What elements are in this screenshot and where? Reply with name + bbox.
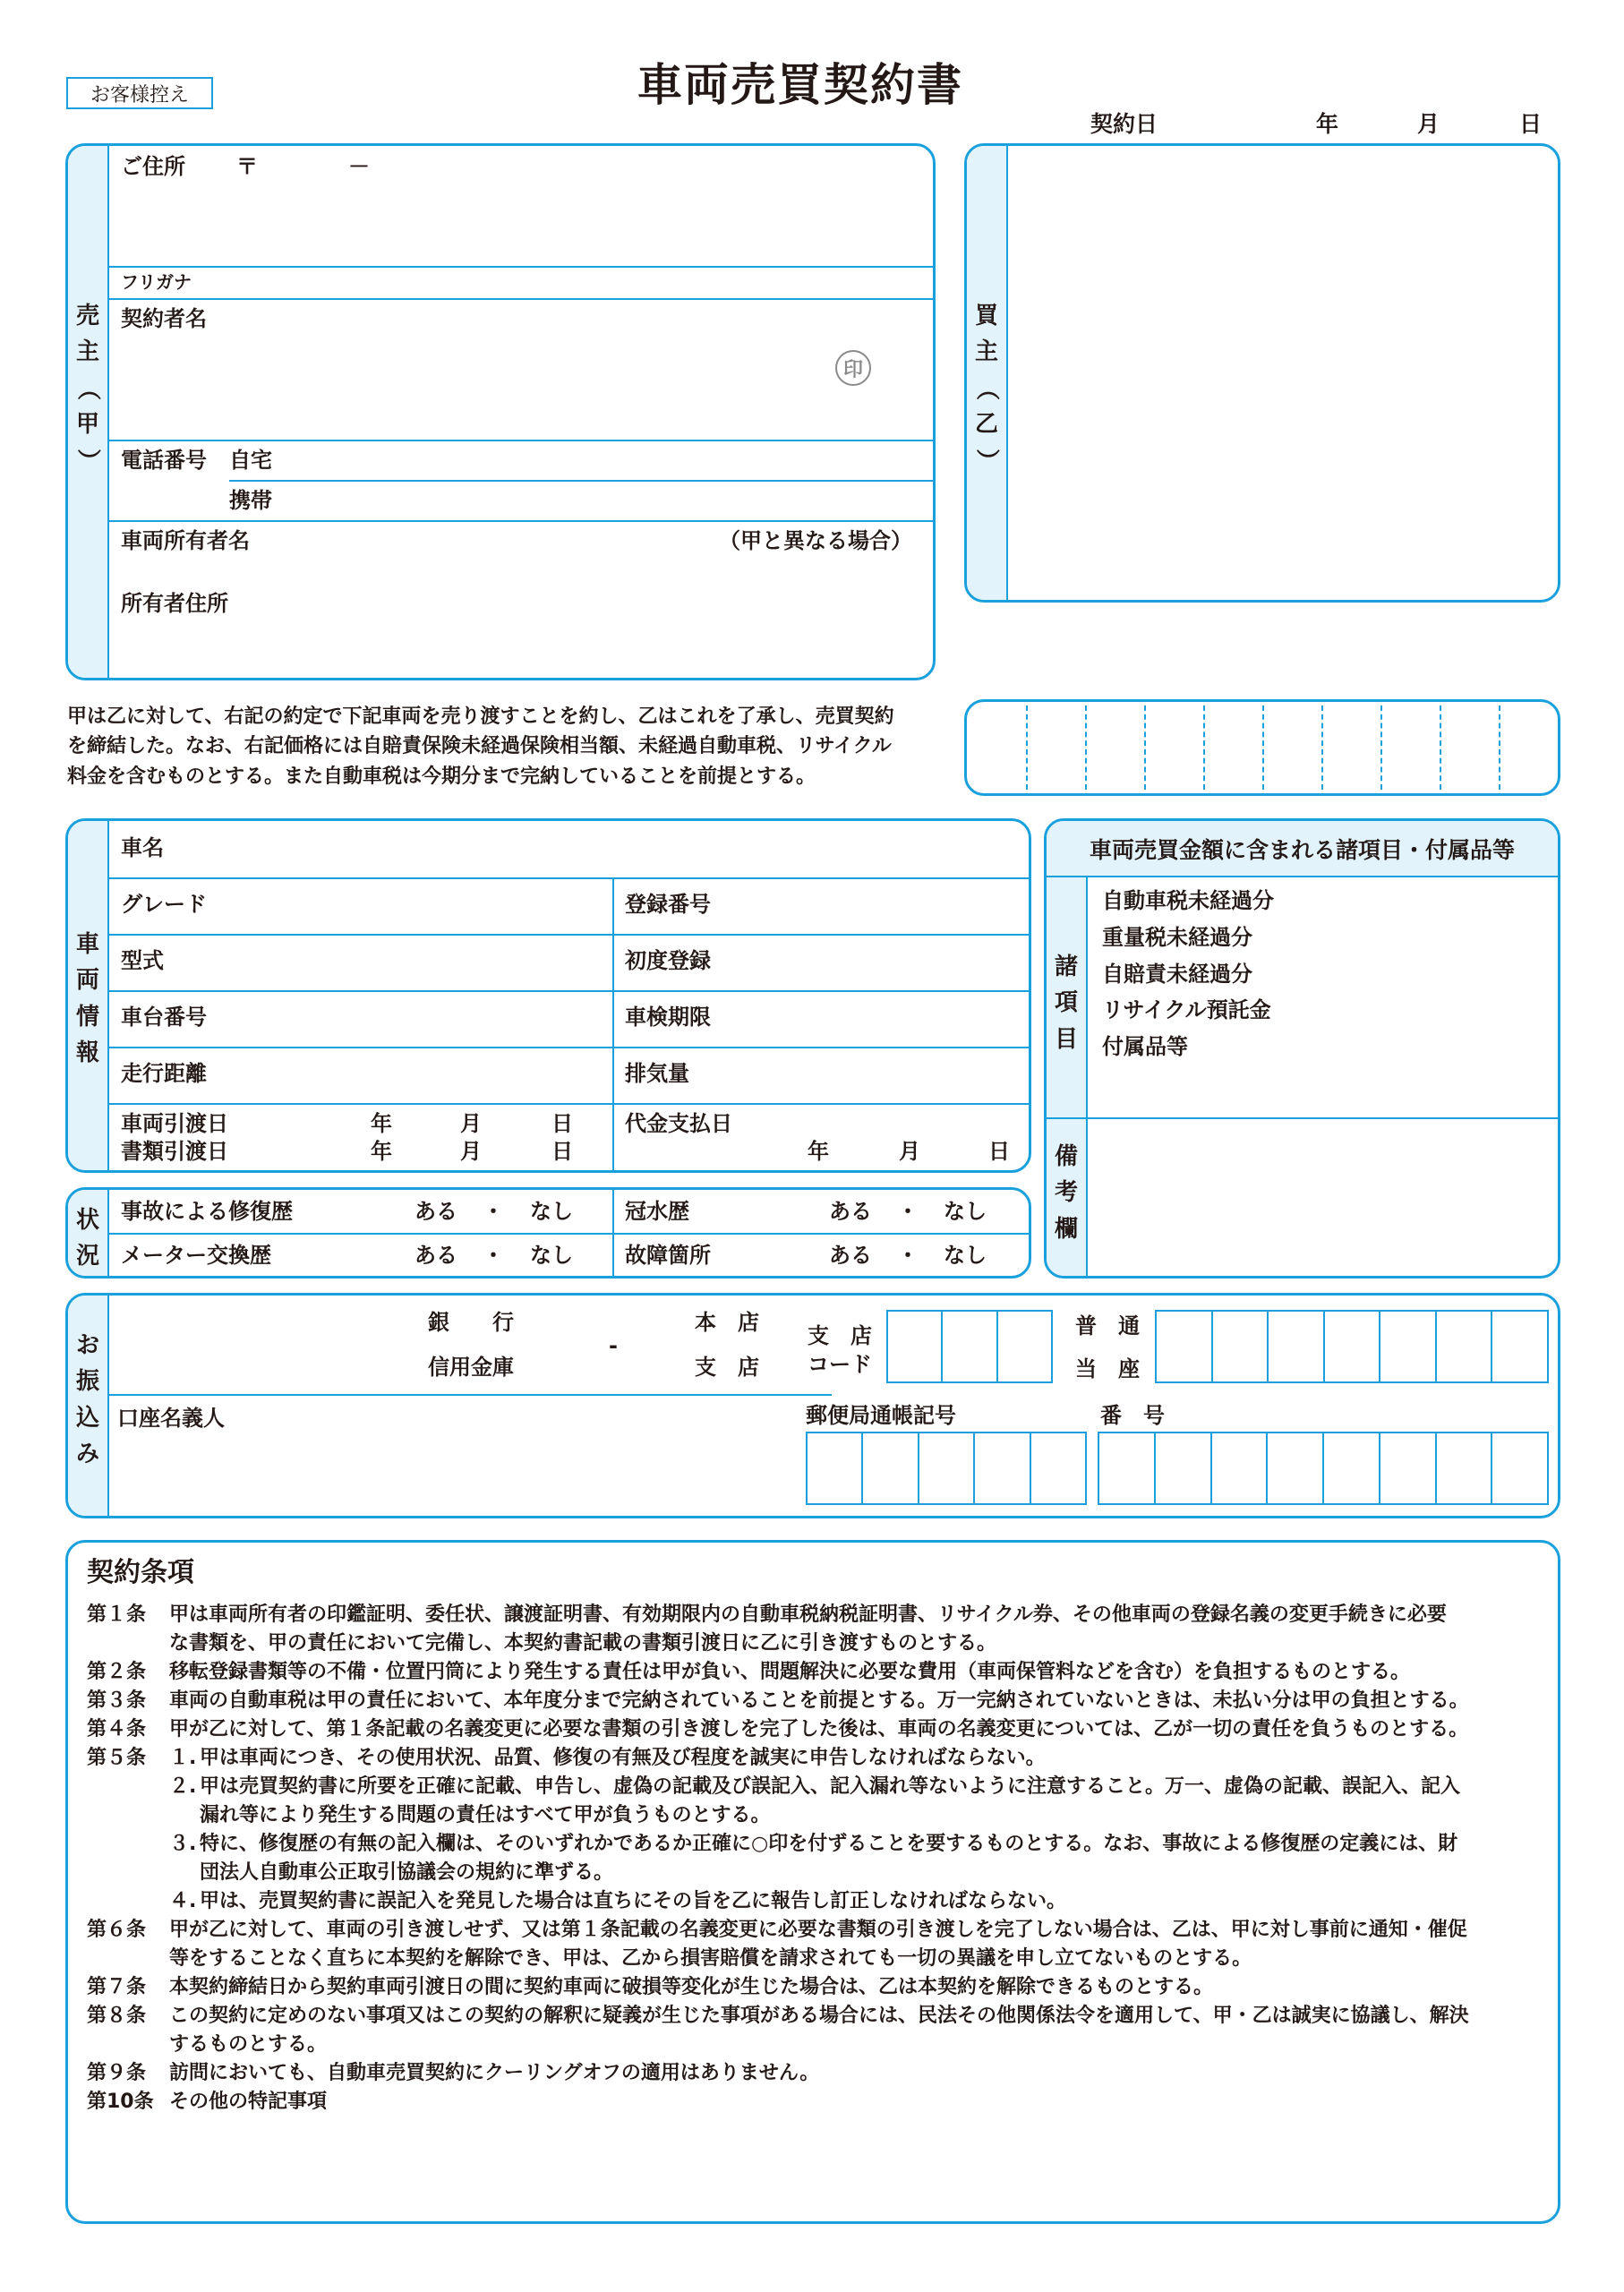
payment-month: 月 bbox=[899, 1139, 920, 1164]
transfer-side-label: お 振 込 み bbox=[75, 1332, 99, 1467]
remarks-field[interactable] bbox=[1090, 1119, 1558, 1276]
mobile-phone-label: 携帯 bbox=[229, 488, 272, 513]
buyer-side-label: 買 主 （ 乙 ） bbox=[973, 303, 1001, 473]
payment-day: 日 bbox=[988, 1139, 1010, 1164]
postal-passbook-label: 郵便局通帳記号 bbox=[806, 1403, 956, 1428]
meter-dot: ・ bbox=[483, 1243, 504, 1268]
document-title: 車両売買契約書 bbox=[637, 59, 963, 111]
postal-number-label: 番 号 bbox=[1100, 1403, 1165, 1428]
registration-no-label: 登録番号 bbox=[625, 892, 711, 917]
item-liability: 自賠責未経過分 bbox=[1102, 962, 1252, 987]
document-year: 年 bbox=[371, 1139, 392, 1164]
flood-no[interactable]: なし bbox=[944, 1199, 987, 1224]
copy-label-box bbox=[66, 77, 213, 109]
postal-number-boxes[interactable] bbox=[1098, 1432, 1549, 1505]
mobile-phone-field[interactable] bbox=[292, 483, 933, 518]
delivery-year: 年 bbox=[371, 1111, 392, 1136]
contractor-name-label: 契約者名 bbox=[121, 306, 207, 331]
home-phone-label: 自宅 bbox=[229, 448, 272, 473]
contractor-name-field[interactable] bbox=[111, 336, 879, 425]
model-label: 型式 bbox=[121, 948, 164, 973]
current-account-label[interactable]: 当 座 bbox=[1075, 1356, 1140, 1381]
account-holder-label: 口座名義人 bbox=[117, 1406, 225, 1431]
buyer-field[interactable] bbox=[1010, 146, 1558, 600]
bank-label[interactable]: 銀 行 bbox=[428, 1310, 514, 1335]
accident-no[interactable]: なし bbox=[530, 1199, 573, 1224]
mileage-label: 走行距離 bbox=[121, 1061, 207, 1086]
phone-label: 電話番号 bbox=[121, 448, 207, 473]
copy-label: お客様控え bbox=[90, 83, 189, 107]
item-weight-tax: 重量税未経過分 bbox=[1102, 925, 1252, 950]
accident-dot: ・ bbox=[483, 1199, 504, 1224]
owner-address-label: 所有者住所 bbox=[121, 591, 228, 616]
seller-section bbox=[65, 143, 936, 680]
meter-yes[interactable]: ある bbox=[415, 1243, 457, 1268]
first-registration-label: 初度登録 bbox=[625, 948, 711, 973]
buyer-section bbox=[964, 143, 1560, 603]
delivery-month: 月 bbox=[460, 1111, 482, 1136]
branch-office-label[interactable]: 支 店 bbox=[695, 1355, 759, 1380]
delivery-date-label: 車両引渡日 bbox=[121, 1111, 228, 1136]
meter-no[interactable]: なし bbox=[530, 1243, 573, 1268]
postal-dash: － bbox=[348, 154, 370, 179]
item-accessories: 付属品等 bbox=[1102, 1034, 1188, 1059]
seller-side-label: 売 主 （ 甲 ） bbox=[74, 303, 102, 473]
grade-label: グレード bbox=[121, 892, 207, 917]
failure-label: 故障箇所 bbox=[625, 1243, 711, 1268]
owner-note: （甲と異なる場合） bbox=[719, 528, 912, 553]
item-recycle: リサイクル預託金 bbox=[1102, 997, 1271, 1022]
owner-name-label: 車両所有者名 bbox=[121, 528, 250, 553]
branch-code-label-1: 支 店 bbox=[808, 1323, 872, 1348]
accident-yes[interactable]: ある bbox=[415, 1199, 457, 1224]
included-items-section bbox=[1044, 818, 1560, 1279]
account-number-boxes[interactable] bbox=[1155, 1310, 1549, 1383]
meter-change-label: メーター交換歴 bbox=[121, 1243, 271, 1268]
home-phone-field[interactable] bbox=[292, 443, 933, 479]
document-month: 月 bbox=[460, 1139, 482, 1164]
vehicle-info-section bbox=[65, 818, 1031, 1173]
postal-passbook-boxes[interactable] bbox=[806, 1432, 1087, 1505]
item-auto-tax: 自動車税未経過分 bbox=[1102, 888, 1274, 913]
inspection-expiry-label: 車検期限 bbox=[625, 1005, 711, 1030]
price-digit-box[interactable] bbox=[964, 699, 1560, 796]
address-label: ご住所 bbox=[121, 154, 185, 179]
displacement-label: 排気量 bbox=[625, 1061, 689, 1086]
contract-year-label: 年 bbox=[1316, 111, 1339, 137]
ordinary-account-label[interactable]: 普 通 bbox=[1075, 1313, 1140, 1338]
flood-dot: ・ bbox=[897, 1199, 919, 1224]
flood-yes[interactable]: ある bbox=[829, 1199, 872, 1224]
branch-code-label-2: コード bbox=[808, 1352, 872, 1377]
account-holder-field[interactable] bbox=[111, 1430, 827, 1510]
failure-dot: ・ bbox=[897, 1243, 919, 1268]
seal-mark: 印 bbox=[835, 350, 871, 386]
agreement-line-2: を締結した。なお、右記価格には自賠責保険未経過保険相当額、未経過自動車税、リサイクル bbox=[67, 735, 892, 757]
address-field[interactable] bbox=[111, 182, 933, 264]
furigana-label: フリガナ bbox=[121, 271, 192, 293]
owner-field[interactable] bbox=[111, 558, 933, 678]
agreement-line-3: 料金を含むものとする。また自動車税は今期分まで完納していることを前提とする。 bbox=[67, 765, 816, 788]
remarks-side-label: 備 考 欄 bbox=[1054, 1143, 1078, 1243]
document-day: 日 bbox=[551, 1139, 573, 1164]
payment-year: 年 bbox=[808, 1139, 829, 1164]
status-section bbox=[65, 1187, 1031, 1279]
postal-mark: 〒 bbox=[236, 154, 258, 179]
payment-date-label: 代金支払日 bbox=[625, 1111, 732, 1136]
chassis-no-label: 車台番号 bbox=[121, 1005, 207, 1030]
credit-union-label[interactable]: 信用金庫 bbox=[428, 1355, 514, 1380]
delivery-day: 日 bbox=[551, 1111, 573, 1136]
contract-month-label: 月 bbox=[1417, 111, 1440, 137]
clauses-title: 契約条項 bbox=[87, 1557, 194, 1588]
agreement-line-1: 甲は乙に対して、右記の約定で下記車両を売り渡すことを約し、乙はこれを了承し、売買契約 bbox=[67, 706, 894, 728]
contract-date-label: 契約日 bbox=[1090, 111, 1158, 137]
included-items-header: 車両売買金額に含まれる諸項目・付属品等 bbox=[1089, 836, 1515, 863]
failure-no[interactable]: なし bbox=[944, 1243, 987, 1268]
document-date-label: 書類引渡日 bbox=[121, 1139, 228, 1164]
failure-yes[interactable]: ある bbox=[829, 1243, 872, 1268]
head-office-label[interactable]: 本 店 bbox=[695, 1310, 759, 1335]
items-side-label: 諸 項 目 bbox=[1054, 954, 1078, 1053]
contract-day-label: 日 bbox=[1519, 111, 1543, 137]
status-side-label: 状 況 bbox=[75, 1207, 99, 1270]
accident-repair-label: 事故による修復歴 bbox=[121, 1199, 293, 1224]
bank-dash: - bbox=[609, 1333, 618, 1358]
flood-label: 冠水歴 bbox=[625, 1199, 689, 1224]
branch-code-boxes[interactable] bbox=[886, 1310, 1053, 1383]
special-notes-field[interactable] bbox=[168, 2120, 1547, 2210]
bank-transfer-section bbox=[65, 1293, 1560, 1518]
car-name-label: 車名 bbox=[121, 835, 164, 860]
vehicle-side-label: 車 両 情 報 bbox=[75, 931, 99, 1066]
car-name-field[interactable] bbox=[184, 825, 1025, 875]
